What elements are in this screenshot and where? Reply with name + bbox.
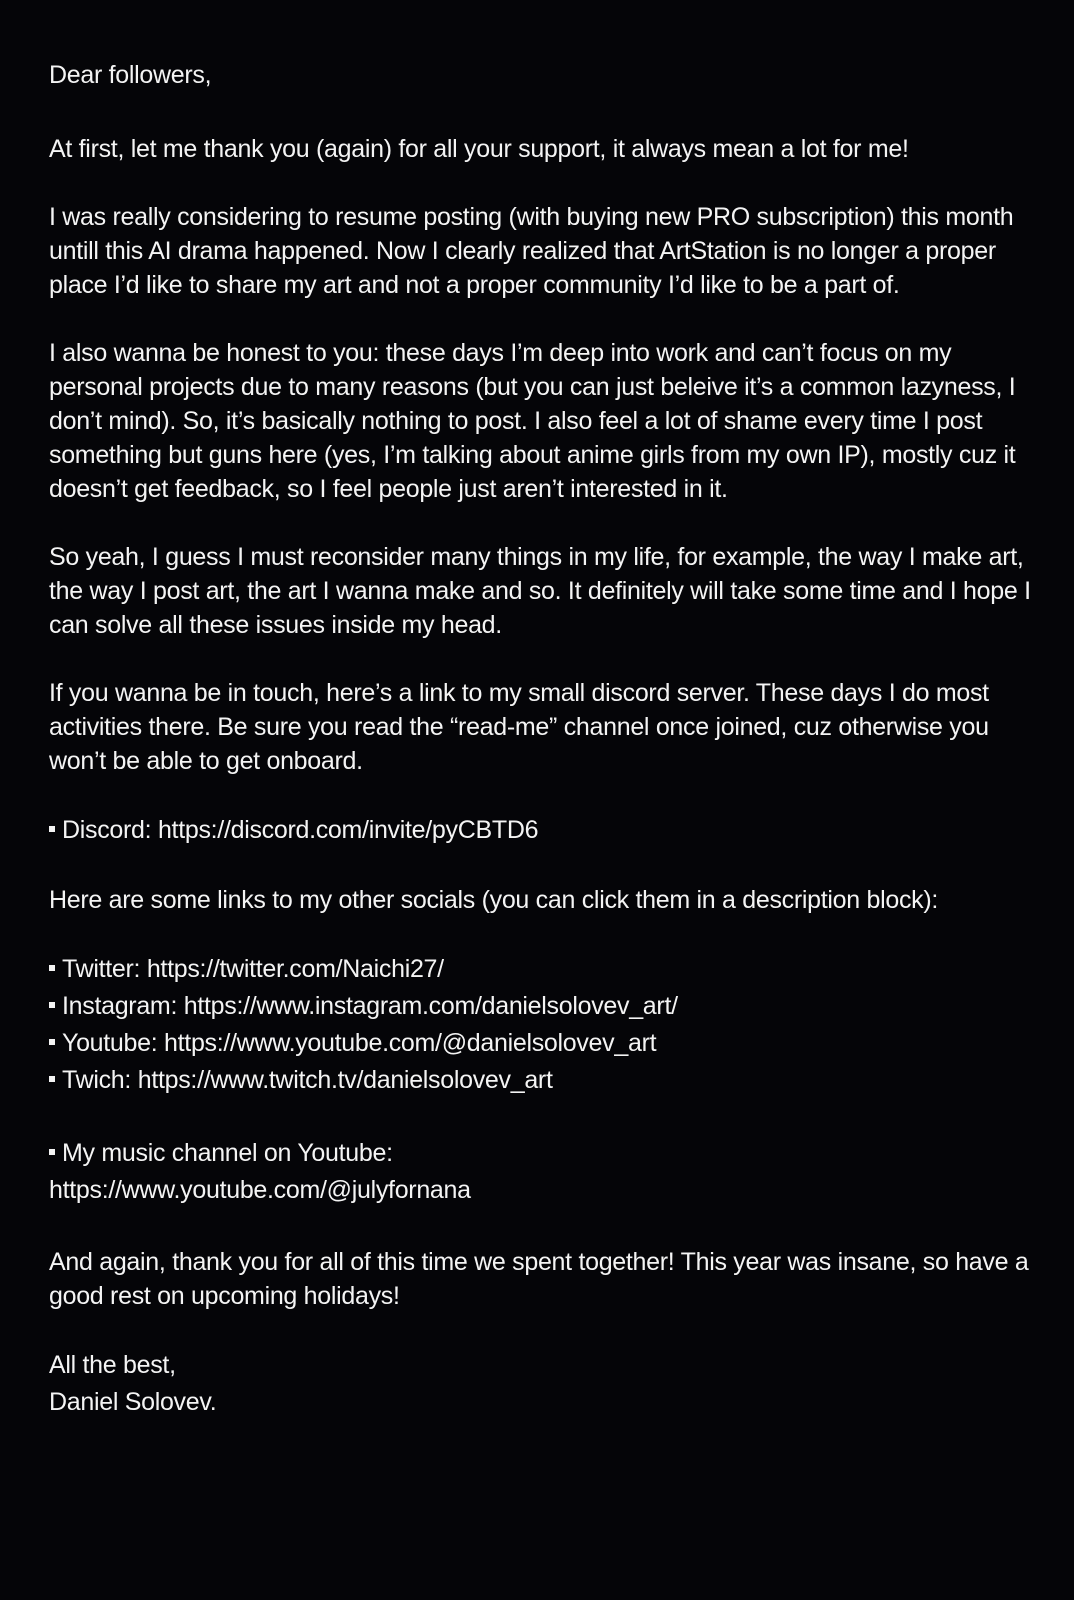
letter [49,58,1049,1421]
discord-label: Discord: [62,816,152,844]
twitter-link[interactable]: https://twitter.com/Naichi27/ [146,955,444,983]
signoff [49,1347,1049,1421]
list-item-twitter [49,951,1049,988]
twitch-label: Twich: [62,1066,132,1094]
paragraph-reconsider: So yeah, I guess I must reconsider many things in my life, for example, the way I make art, the way I post art, the art I wanna make and so. It definitely will take some time and I hope I can solve all these issues inside my head. [49,543,1031,639]
discord-link[interactable]: https://discord.com/invite/pyCBTD6 [157,816,539,844]
paragraph-closing: And again, thank you for all of this time we spent together! This year was insane, so have a good rest on upcoming holidays! [49,1248,1029,1310]
twitch-link[interactable]: https://www.twitch.tv/danielsolovev_art [137,1066,553,1094]
list-item-instagram [49,988,1049,1025]
greeting: Dear followers, [49,61,212,89]
twitter-label: Twitter: [62,955,141,983]
youtube-label: Youtube: [62,1029,158,1057]
signature: Daniel Solovev. [49,1388,217,1416]
list-item-youtube [49,1025,1049,1062]
bullet-icon [49,826,55,832]
instagram-link[interactable]: https://www.instagram.com/danielsolovev_art/ [183,992,678,1020]
music-link[interactable]: https://www.youtube.com/@julyfornana [49,1176,471,1204]
paragraph-artstation: I was really considering to resume posting (with buying new PRO subscription) this month untill this AI drama happened. Now I clearly realized that ArtStation is no longer a proper place I’d like to share my art and not a proper community I’d like to be a part of. [49,203,1014,299]
socials-list [49,951,1049,1099]
paragraph-socials-intro: Here are some links to my other socials (you can click them in a description block): [49,886,939,914]
discord-link-line [49,812,1049,849]
paragraph-honesty: I also wanna be honest to you: these days I’m deep into work and can’t focus on my personal projects due to many reasons (but you can just beleive it’s a common lazyness, I don’t mind). So, it’s basically nothing to post. I also feel a lot of shame every time I post something but guns here (yes, I’m talking about anime girls from my own IP), mostly cuz it doesn’t get feedback, so I feel people just aren’t interested in it. [49,339,1016,503]
instagram-label: Instagram: [62,992,178,1020]
bullet-icon [49,965,55,971]
youtube-link[interactable]: https://www.youtube.com/@danielsolovev_art [164,1029,657,1057]
music-label: My music channel on Youtube: [62,1139,393,1167]
bullet-icon [49,1076,55,1082]
signoff-line: All the best, [49,1351,176,1379]
bullet-icon [49,1039,55,1045]
paragraph-discord-intro: If you wanna be in touch, here’s a link to my small discord server. These days I do most activities there. Be sure you read the “read-me” channel once joined, cuz otherwise you won’t be able to get onboard. [49,679,989,775]
list-item-twitch [49,1062,1049,1099]
music-link-block [49,1135,1049,1209]
bullet-icon [49,1002,55,1008]
bullet-icon [49,1149,55,1155]
paragraph-thanks: At first, let me thank you (again) for all your support, it always mean a lot for me! [49,135,909,163]
